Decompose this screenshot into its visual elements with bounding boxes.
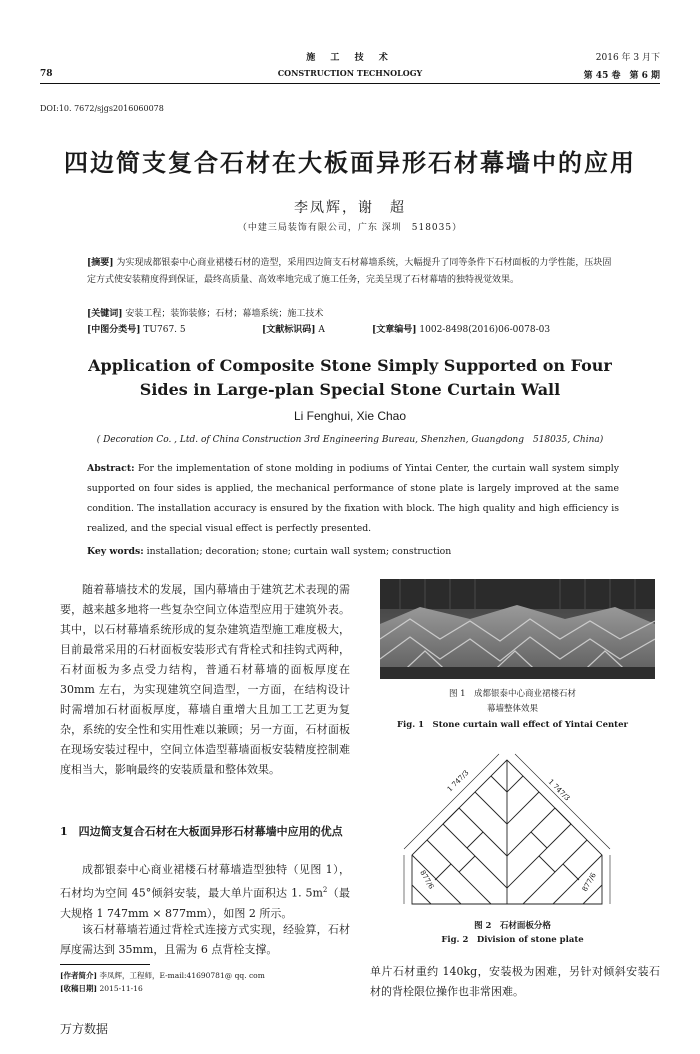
superscript: 2 — [322, 886, 328, 894]
issue-date: 2016 年 3 月下 — [595, 53, 660, 63]
journal-name-cn: 施 工 技 术 — [306, 53, 394, 63]
footnote-divider — [60, 964, 150, 965]
tower-band — [380, 579, 655, 609]
classification-row — [87, 322, 619, 339]
keywords-en-text: installation; decoration; stone; curtain wall system; construction — [146, 546, 452, 557]
keywords-cn-text: 安装工程；装饰装修；石材；幕墙系统；施工技术 — [125, 309, 324, 319]
figure-2-diagram — [400, 752, 615, 914]
abstract-en — [87, 459, 619, 539]
body-paragraph-3-text: 该石材幕墙若通过背栓式连接方式实现，经验算，石材厚度需达到 35mm，且需为 6 点背栓支撑。 — [60, 923, 350, 956]
body-paragraph-3 — [60, 920, 350, 960]
body-paragraph-2-text-b: （最大规格 1 747mm × 877mm），如图 2 所示。 — [60, 886, 350, 920]
authors-cn: 李凤辉，谢 超 — [294, 200, 406, 216]
doi: DOI:10. 7672/sjgs2016060078 — [40, 104, 164, 113]
figure-1-caption-cn — [370, 687, 655, 717]
keywords-cn-label: [关键词] — [87, 309, 123, 319]
doc-entry — [262, 322, 372, 339]
header-divider — [40, 83, 660, 84]
title-cn: 四边简支复合石材在大板面异形石材幕墙中的应用 — [64, 148, 636, 177]
clc-value: TU767. 5 — [143, 325, 186, 335]
keywords-cn — [87, 306, 619, 323]
doc-code-label: [文献标识码] — [262, 325, 316, 335]
author-note — [60, 970, 360, 982]
figure-1-caption-cn-line2: 幕墙整体效果 — [486, 704, 538, 714]
author-note-label: [作者简介] — [60, 971, 98, 980]
footer-watermark: 万方数据 — [60, 1022, 109, 1036]
clc-entry — [87, 322, 262, 339]
title-en-line2: Sides in Large-plan Special Stone Curtain Wall — [139, 380, 561, 399]
clc-label: [中图分类号] — [87, 325, 141, 335]
street-level — [380, 667, 655, 679]
figure-1-caption-en: Fig. 1 Stone curtain wall effect of Yintai Center — [397, 720, 628, 730]
figure-1-photo — [380, 579, 655, 679]
dim-label-bottom-left: 877/6 — [418, 869, 436, 891]
body-paragraph-right-text: 单片石材重约 140kg，安装极为困难，另针对倾斜安装石材的背栓限位操作也非常困难。 — [370, 965, 660, 998]
article-number-value: 1002-8498(2016)06-0078-03 — [419, 325, 551, 335]
section-heading-1: 1 四边简支复合石材在大板面异形石材幕墙中应用的优点 — [60, 825, 343, 838]
article-entry — [372, 322, 550, 339]
figure-1-caption-cn-line1: 图 1 成都银泰中心商业裙楼石材 — [448, 689, 577, 699]
figure-2-caption-cn: 图 2 石材面板分格 — [474, 921, 551, 931]
received-date-note — [60, 983, 360, 995]
affiliation-cn: （中建三局装饰有限公司，广东 深圳 518035） — [237, 223, 463, 233]
dim-label-top-right: 1 747/3 — [546, 777, 572, 803]
authors-en: Li Fenghui, Xie Chao — [293, 409, 407, 423]
received-date-value: 2015-11-16 — [99, 984, 143, 993]
figure-2-caption-en: Fig. 2 Division of stone plate — [441, 935, 584, 945]
title-en — [0, 354, 700, 402]
dim-label-top-left: 1 747/3 — [445, 768, 471, 794]
body-paragraph-right — [370, 962, 660, 1002]
received-date-label: [收稿日期] — [60, 984, 98, 993]
body-paragraph-1-text: 随着幕墙技术的发展，国内幕墙由于建筑艺术表现的需要，越来越多地将一些复杂空间立体造型应用于建筑外表。其中，以石材幕墙系统形成的复杂建筑造型施工难度极大，目前最常采用的石材面板安装形式有背栓式和挂钩式两种，石材面板为多点受力结构，普通石材幕墙的面板厚度在 30mm 左右，为实现建筑空间造型，一方面，在结构设计时需增加石材面板厚度，幕墙自重增大且加工工艺更为复杂，系统的安全性和实用性难以兼顾；另一方面，石材面板在现场安装过程中，空间立体造型幕墙面板安装精度控制难度相当大，影响最终的安装质量和整体效果。 — [60, 583, 350, 776]
abstract-en-text: For the implementation of stone molding in podiums of Yintai Center, the curtain wall system simply supported on four sides is applied, the mechanical performance of stone plate is largely improved at the same condition. The installation accuracy is ensured by the fixation with block. The high quality and high efficiency is realized, and the special visual effect is perfectly presented. — [87, 463, 619, 534]
page-number: 78 — [40, 69, 53, 79]
abstract-en-label: Abstract: — [87, 463, 135, 474]
title-en-line1: Application of Composite Stone Simply Supported on Four — [88, 356, 612, 375]
abstract-cn — [87, 255, 619, 289]
keywords-en — [87, 542, 619, 562]
author-note-text: 李凤辉，工程师，E-mail:41690781@ qq. com — [99, 971, 265, 980]
body-paragraph-2 — [60, 860, 350, 924]
volume-issue: 第 45 卷 第 6 期 — [583, 71, 660, 81]
journal-name-en: CONSTRUCTION TECHNOLOGY — [277, 68, 423, 78]
abstract-cn-label: [摘要] — [87, 258, 114, 268]
doc-code-value: A — [318, 325, 325, 335]
body-paragraph-2-text-a: 成都银泰中心商业裙楼石材幕墙造型独特（见图 1），石材均为空间 45°倾斜安装，最大单片面积达 1. 5m — [60, 863, 350, 900]
abstract-cn-text: 为实现成都银泰中心商业裙楼石材的造型，采用四边简支石材幕墙系统，大幅提升了同等条件下石材面板的力学性能，压块固定方式使安装精度得到保证，最终高质量、高效率地完成了施工任务，完美呈现了石材幕墙的独特视觉效果。 — [87, 258, 612, 285]
keywords-en-label: Key words: — [87, 546, 144, 557]
dim-label-bottom-right: 877/6 — [580, 871, 598, 893]
body-paragraph-1 — [60, 580, 350, 780]
affiliation-en: ( Decoration Co. , Ltd. of China Construction 3rd Engineering Bureau, Shenzhen, Guangdong 518035, China) — [96, 435, 604, 445]
article-number-label: [文章编号] — [372, 325, 417, 335]
